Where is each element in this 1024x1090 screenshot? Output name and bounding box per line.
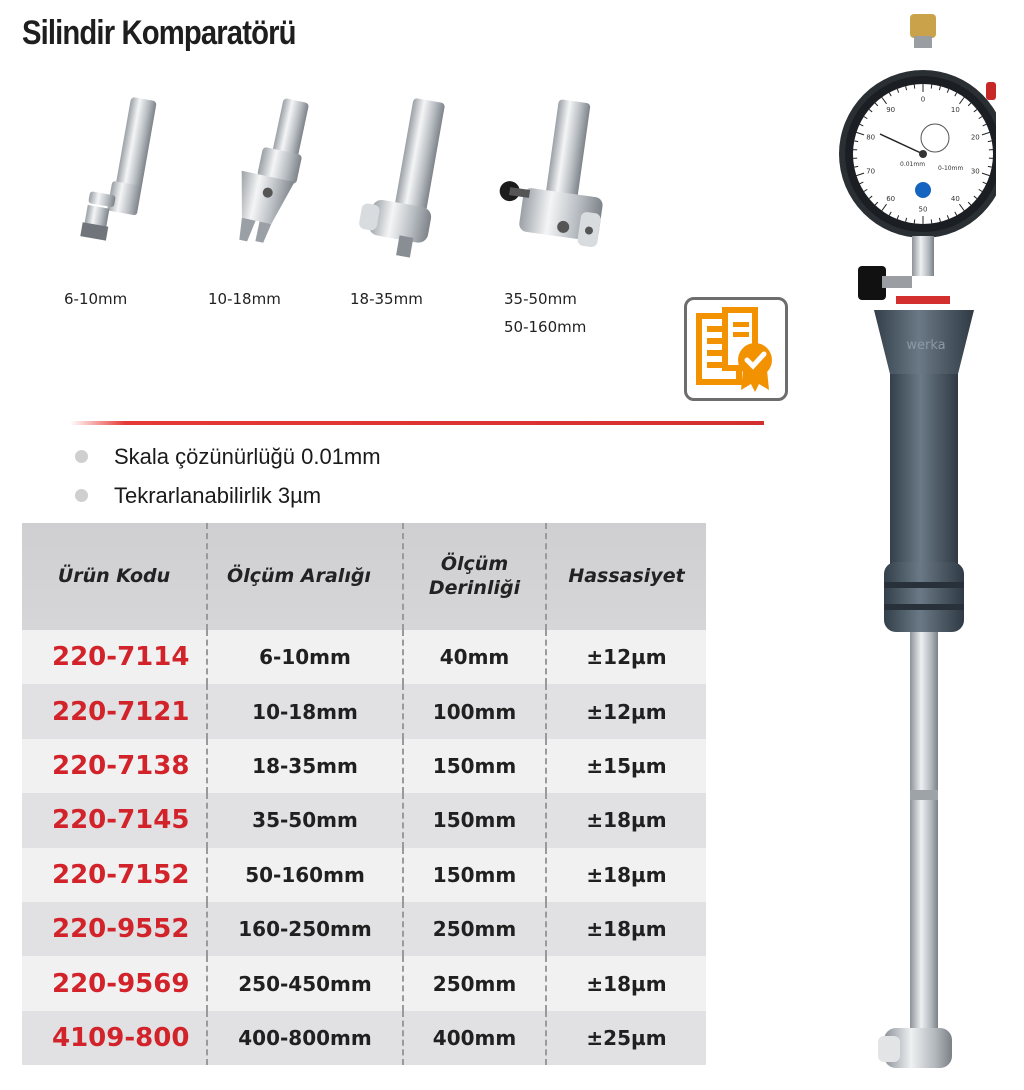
cell-product-code: 220-7138 <box>22 739 208 793</box>
cell-product-code: 220-7121 <box>22 684 208 738</box>
cell-accuracy: ±18µm <box>586 917 667 942</box>
dial-number: 10 <box>950 106 960 115</box>
bullet-icon <box>75 489 88 502</box>
cell-range: 250-450mm <box>208 956 404 1010</box>
cell-accuracy: ±12µm <box>586 699 667 724</box>
brand-text: werka <box>906 338 946 353</box>
dial-number: 50 <box>918 205 928 214</box>
divider <box>70 421 764 425</box>
probe-label-10-18: 10-18mm <box>208 290 281 308</box>
dial-number: 30 <box>970 167 980 176</box>
cell-range: 18-35mm <box>208 739 404 793</box>
list-item <box>75 476 381 515</box>
dial-number: 90 <box>886 106 896 115</box>
dial-tick <box>914 219 915 223</box>
cell-product-code: 220-9552 <box>22 902 208 956</box>
table-row <box>22 793 706 847</box>
probe-label-35-50: 35-50mm <box>504 290 577 308</box>
dial-tick <box>931 219 932 223</box>
dial-number: 80 <box>866 133 876 142</box>
dial-tick <box>931 85 932 89</box>
header-range: Ölçüm Aralığı <box>208 523 404 630</box>
cell-product-code: 220-9569 <box>22 956 208 1010</box>
dial-text-right: 0-10mm <box>938 165 964 172</box>
probe-image-18-35 <box>348 96 458 266</box>
header-accuracy: Hassasiyet <box>568 564 685 587</box>
table-row <box>22 848 706 902</box>
table-row <box>22 902 706 956</box>
table-row <box>22 684 706 738</box>
table-body <box>22 630 706 1065</box>
cell-range: 6-10mm <box>208 630 404 684</box>
dial-tick <box>914 85 915 89</box>
table-header <box>22 523 706 630</box>
header-depth-label: Ölçüm Derinliği <box>428 552 521 599</box>
cell-accuracy: ±18µm <box>586 971 667 996</box>
cell-accuracy: ±12µm <box>586 645 667 670</box>
header-product-code: Ürün Kodu <box>22 523 208 630</box>
dial-text-left: 0.01mm <box>900 161 926 168</box>
cell-product-code: 220-7145 <box>22 793 208 847</box>
table-row <box>22 630 706 684</box>
certificate-icon <box>687 300 785 398</box>
header-depth <box>404 523 547 630</box>
table-row <box>22 739 706 793</box>
feature-list <box>75 437 381 515</box>
cell-range: 400-800mm <box>208 1011 404 1065</box>
cell-product-code: 4109-800 <box>22 1011 208 1065</box>
dial-number: 60 <box>886 194 896 203</box>
probe-image-10-18 <box>212 92 322 252</box>
cell-range: 35-50mm <box>208 793 404 847</box>
cell-product-code: 220-7114 <box>22 630 208 684</box>
feature-text: Tekrarlanabilirlik 3µm <box>114 482 322 508</box>
probe-label-50-160: 50-160mm <box>504 318 587 336</box>
cell-depth: 250mm <box>404 902 547 956</box>
cell-depth: 40mm <box>404 630 547 684</box>
cell-accuracy: ±15µm <box>586 753 667 778</box>
cell-accuracy: ±18µm <box>586 862 667 887</box>
cell-range: 50-160mm <box>208 848 404 902</box>
dial-number: 20 <box>970 133 980 142</box>
cell-depth: 150mm <box>404 848 547 902</box>
bore-gauge-image <box>826 14 996 1074</box>
page-title: Silindir Komparatörü <box>22 14 296 52</box>
dial-number: 40 <box>950 194 960 203</box>
bullet-icon <box>75 450 88 463</box>
cell-depth: 150mm <box>404 739 547 793</box>
probe-label-18-35: 18-35mm <box>350 290 423 308</box>
table-row <box>22 956 706 1010</box>
cell-depth: 250mm <box>404 956 547 1010</box>
cell-range: 10-18mm <box>208 684 404 738</box>
cell-product-code: 220-7152 <box>22 848 208 902</box>
cell-depth: 100mm <box>404 684 547 738</box>
probe-image-6-10 <box>70 92 170 252</box>
spec-table <box>22 523 706 1065</box>
cell-depth: 150mm <box>404 793 547 847</box>
cell-accuracy: ±25µm <box>586 1025 667 1050</box>
feature-text: Skala çözünürlüğü 0.01mm <box>114 443 381 469</box>
dial-number: 70 <box>866 167 876 176</box>
probe-image-35-160 <box>490 98 620 268</box>
dial-number: 0 <box>920 95 926 104</box>
cell-depth: 400mm <box>404 1011 547 1065</box>
cell-range: 160-250mm <box>208 902 404 956</box>
certificate-badge <box>684 297 788 401</box>
probe-label-6-10: 6-10mm <box>64 290 128 308</box>
list-item <box>75 437 381 476</box>
table-row <box>22 1011 706 1065</box>
cell-accuracy: ±18µm <box>586 808 667 833</box>
